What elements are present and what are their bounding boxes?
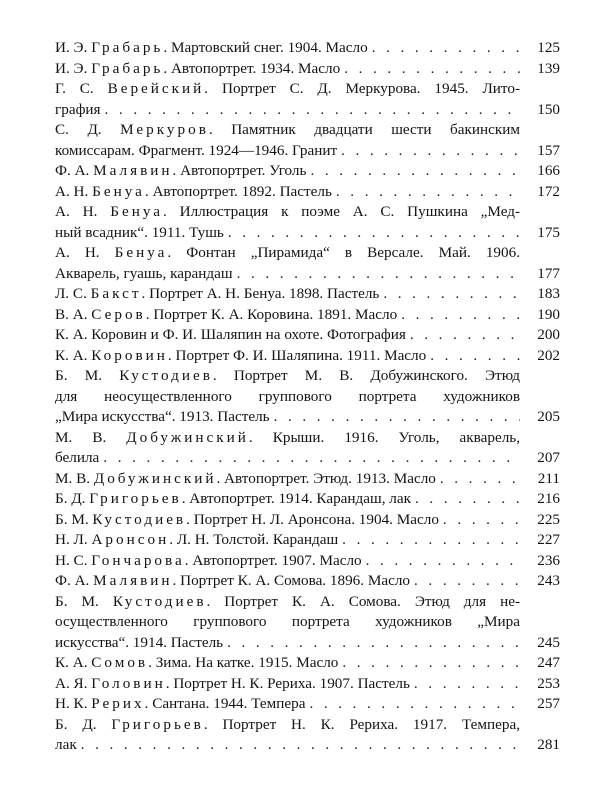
artist-name: Грабарь — [91, 39, 164, 56]
entry-text — [55, 674, 410, 695]
artist-name: Добужинский — [126, 428, 249, 446]
list-item — [55, 592, 560, 654]
artist-initials: Ф. А. — [55, 572, 90, 589]
entry-title: . Автопортрет. 1907. Масло — [184, 551, 362, 569]
entry-text: . Крыши. 1916. Уголь, акварель, — [248, 428, 520, 446]
entry-title: ный всадник“. 1911. Тушь — [55, 223, 224, 241]
artist-initials: Л. С. — [55, 285, 87, 302]
list-item — [55, 305, 560, 326]
list-item — [55, 59, 560, 80]
artist-name: Бенуа — [114, 244, 168, 261]
entry-text: . Памятник двадцати шести бакинским — [208, 121, 521, 138]
dot-leader — [310, 161, 520, 182]
dot-leader — [341, 141, 520, 162]
entry-title: . Автопортрет. 1892. Пастель — [144, 182, 332, 200]
dot-leader — [81, 735, 520, 756]
list-item — [55, 366, 560, 428]
entry-text: осуществленного группового портрета художников „Мира — [55, 613, 520, 630]
entry-line — [55, 530, 520, 551]
list-item — [55, 674, 560, 695]
entry-line — [55, 243, 520, 264]
list-item — [55, 571, 560, 592]
artist-initials: Б. М. — [55, 367, 103, 384]
artist-initials: А. Н. — [55, 182, 89, 200]
entry-title: графия — [55, 100, 101, 118]
artist-initials: С. Д. — [55, 121, 102, 138]
page-number: 202 — [537, 346, 560, 364]
artist-name: Головин — [91, 674, 166, 692]
artist-initials: Б. Д. — [55, 715, 97, 733]
entry-title: К. А. Коровин и Ф. И. Шаляпин на охоте. Фотография — [55, 326, 406, 343]
artist-name: Верейский — [107, 80, 205, 97]
entry-title: . Автопортрет. Уголь — [172, 162, 307, 179]
artist-initials: И. Э. — [55, 59, 88, 77]
entry-text — [55, 530, 338, 551]
entry-text: . Портрет С. Д. Меркурова. 1945. Лито- — [204, 80, 521, 97]
artist-name: Григорьев — [111, 715, 204, 733]
entry-line — [55, 325, 520, 346]
entry-text — [55, 469, 436, 490]
entry-title: комиссарам. Фрагмент. 1924—1946. Гранит — [55, 141, 338, 159]
artist-initials: Б. М. — [55, 510, 89, 528]
entry-text — [55, 161, 306, 182]
dot-leader — [440, 469, 520, 490]
artist-name: Коровин — [91, 346, 168, 364]
artist-initials: К. А. — [55, 654, 88, 671]
entry-title: Акварель, гуашь, карандаш — [55, 264, 233, 282]
entry-text — [55, 141, 337, 162]
entry-line — [55, 694, 520, 715]
page-number: 236 — [537, 551, 560, 569]
entry-title: белила — [55, 449, 100, 466]
dot-leader — [383, 284, 520, 305]
entry-line — [55, 100, 520, 121]
list-item — [55, 694, 560, 715]
page-number: 157 — [537, 141, 560, 159]
dot-leader — [366, 551, 520, 572]
dot-leader — [228, 223, 520, 244]
list-item — [55, 510, 560, 531]
page-number: 281 — [537, 736, 560, 753]
dot-leader — [372, 38, 520, 59]
page-number: 227 — [537, 531, 560, 548]
entry-title: . Мартовский снег. 1904. Масло — [163, 39, 368, 56]
entry-line — [55, 141, 520, 162]
entry-text — [55, 653, 338, 674]
list-item — [55, 284, 560, 305]
artist-initials: Н. С. — [55, 551, 88, 569]
artist-name: Кустодиев — [112, 592, 207, 610]
page-number: 183 — [537, 285, 560, 302]
entry-text — [55, 551, 362, 572]
entry-line — [55, 592, 520, 613]
entry-text — [55, 100, 101, 121]
list-item — [55, 551, 560, 572]
entry-line — [55, 161, 520, 182]
entry-title: лак — [55, 736, 77, 753]
page-number: 257 — [537, 695, 560, 712]
list-item — [55, 182, 560, 203]
entry-text — [55, 182, 332, 203]
dot-leader — [342, 530, 520, 551]
entry-line — [55, 223, 520, 244]
entry-line — [55, 79, 520, 100]
list-item — [55, 653, 560, 674]
entry-line — [55, 305, 520, 326]
page-number: 175 — [537, 223, 560, 241]
entry-title: . Портрет Ф. И. Шаляпина. 1911. Масло — [167, 346, 427, 364]
entry-text: . Портрет М. В. Добужинского. Этюд — [212, 367, 520, 384]
entry-line — [55, 653, 520, 674]
entry-title: искусства“. 1914. Пастель — [55, 633, 224, 651]
list-item — [55, 489, 560, 510]
entry-title: . Автопортрет. Этюд. 1913. Масло — [216, 469, 436, 487]
page-number: 225 — [537, 510, 560, 528]
artist-initials: Б. Д. — [55, 490, 86, 507]
artist-name: Бенуа — [110, 203, 163, 220]
entry-line — [55, 571, 520, 592]
entry-text — [55, 571, 410, 592]
entry-line — [55, 510, 520, 531]
entry-line — [55, 202, 520, 223]
entry-text — [55, 407, 270, 428]
entry-text — [55, 38, 368, 59]
dot-leader — [103, 448, 520, 469]
entry-text — [55, 305, 397, 326]
page-number: 216 — [537, 490, 560, 507]
dot-leader — [336, 182, 520, 203]
entry-text — [55, 448, 99, 469]
list-item — [55, 38, 560, 59]
entry-title: . Портрет Н. Л. Аронсона. 1904. Масло — [186, 510, 439, 528]
artist-name: Сомов — [91, 654, 149, 671]
artist-name: Грабарь — [91, 59, 164, 77]
list-item — [55, 428, 560, 469]
dot-leader — [443, 510, 520, 531]
artist-initials: А. Н. — [55, 244, 100, 261]
artist-name: Бакст — [90, 285, 142, 302]
entry-text: . Портрет К. А. Сомова. Этюд для не- — [206, 592, 520, 610]
entry-line — [55, 366, 520, 387]
page-number: 166 — [537, 162, 560, 179]
entry-title: . Автопортрет. 1914. Карандаш, лак — [181, 490, 412, 507]
page-number: 190 — [537, 305, 560, 323]
page-number: 200 — [537, 326, 560, 343]
entry-text: . Портрет Н. К. Рериха. 1917. Темпера, — [203, 715, 520, 733]
entry-line — [55, 346, 520, 367]
artist-name: Малявин — [93, 572, 173, 589]
dot-leader — [309, 694, 520, 715]
artist-name: Добужинский — [93, 469, 217, 487]
artist-initials: А. Н. — [55, 203, 98, 220]
list-item — [55, 325, 560, 346]
page-number: 125 — [537, 39, 560, 56]
dot-leader — [414, 674, 520, 695]
page-number: 205 — [537, 408, 560, 425]
entry-line — [55, 407, 520, 428]
dot-leader — [342, 653, 520, 674]
page-number: 150 — [537, 100, 560, 118]
list-item — [55, 161, 560, 182]
entry-title: . Портрет Н. К. Рериха. 1907. Пастель — [165, 674, 410, 692]
entry-title: . Сантана. 1944. Темпера — [144, 695, 306, 712]
artist-initials: Н. Л. — [55, 531, 88, 548]
page-number: 207 — [537, 449, 560, 466]
entry-text: . Иллюстрация к поэме А. С. Пушкина „Мед- — [162, 203, 521, 220]
entry-line — [55, 387, 520, 408]
entry-text — [55, 694, 305, 715]
dot-leader — [274, 407, 520, 428]
entry-line — [55, 715, 520, 736]
entry-line — [55, 612, 520, 633]
entry-text — [55, 223, 224, 244]
entry-line — [55, 551, 520, 572]
entry-text — [55, 346, 426, 367]
entry-text: . Фонтан „Пирамида“ в Версале. Май. 1906. — [167, 244, 520, 261]
entry-title: . Портрет А. Н. Бенуа. 1898. Пастель — [141, 285, 380, 302]
dot-leader — [227, 633, 520, 654]
artist-initials: А. Я. — [55, 674, 88, 692]
list-item — [55, 120, 560, 161]
entry-line — [55, 489, 520, 510]
list-item — [55, 243, 560, 284]
artist-initials: Г. С. — [55, 80, 94, 97]
dot-leader — [414, 571, 520, 592]
entry-line — [55, 38, 520, 59]
page-number: 243 — [537, 572, 560, 589]
artist-name: Меркуров — [120, 121, 209, 138]
artist-initials: М. В. — [55, 469, 91, 487]
entry-text: для неосуществленного группового портрета художников — [55, 387, 520, 405]
artist-name: Кустодиев — [92, 510, 187, 528]
entry-line — [55, 674, 520, 695]
artist-name: Рерих — [91, 695, 145, 712]
list-item — [55, 715, 560, 756]
page-number: 211 — [537, 469, 560, 487]
entry-text — [55, 59, 340, 80]
entry-line — [55, 264, 520, 285]
list-item — [55, 469, 560, 490]
artist-initials: М. В. — [55, 428, 107, 446]
artist-initials: Б. М. — [55, 592, 99, 610]
page-number: 177 — [537, 264, 560, 282]
page-number: 247 — [537, 654, 560, 671]
entry-text — [55, 489, 411, 510]
dot-leader — [237, 264, 520, 285]
dot-leader — [401, 305, 520, 326]
dot-leader — [105, 100, 520, 121]
entry-title: . Портрет К. А. Сомова. 1896. Масло — [172, 572, 411, 589]
page-number: 172 — [537, 182, 560, 200]
entry-line — [55, 448, 520, 469]
entry-title: . Автопортрет. 1934. Масло — [163, 59, 341, 77]
entry-title: . Портрет К. А. Коровина. 1891. Масло — [145, 305, 398, 323]
entry-text — [55, 633, 223, 654]
artist-name: Кустодиев — [119, 367, 213, 384]
entry-title: . Зима. На катке. 1915. Масло — [148, 654, 339, 671]
illustrations-list — [55, 38, 560, 756]
dot-leader — [344, 59, 520, 80]
entry-text — [55, 735, 77, 756]
entry-line — [55, 735, 520, 756]
page-number: 253 — [537, 674, 560, 692]
artist-name: Григорьев — [89, 490, 182, 507]
list-item — [55, 202, 560, 243]
list-item — [55, 530, 560, 551]
entry-text — [55, 510, 439, 531]
entry-line — [55, 469, 520, 490]
artist-name: Малявин — [93, 162, 173, 179]
artist-name: Бенуа — [92, 182, 145, 200]
entry-line — [55, 428, 520, 449]
dot-leader — [430, 346, 520, 367]
page-number: 139 — [537, 59, 560, 77]
entry-line — [55, 120, 520, 141]
entry-title: „Мира искусства“. 1913. Пастель — [55, 408, 270, 425]
dot-leader — [410, 325, 520, 346]
page-number: 245 — [537, 633, 560, 651]
entry-text — [55, 264, 233, 285]
artist-initials: Н. К. — [55, 695, 88, 712]
artist-initials: Ф. А. — [55, 162, 90, 179]
artist-name: Аронсон — [91, 531, 170, 548]
entry-line — [55, 284, 520, 305]
artist-initials: В. А. — [55, 305, 88, 323]
entry-title: . Л. Н. Толстой. Карандаш — [169, 531, 339, 548]
list-item — [55, 79, 560, 120]
entry-text — [55, 325, 406, 346]
entry-line — [55, 182, 520, 203]
dot-leader — [415, 489, 520, 510]
artist-name: Гончарова — [91, 551, 185, 569]
artist-initials: К. А. — [55, 346, 88, 364]
entry-line — [55, 633, 520, 654]
entry-text — [55, 284, 379, 305]
artist-initials: И. Э. — [55, 39, 88, 56]
artist-name: Серов — [91, 305, 146, 323]
list-item — [55, 346, 560, 367]
entry-line — [55, 59, 520, 80]
